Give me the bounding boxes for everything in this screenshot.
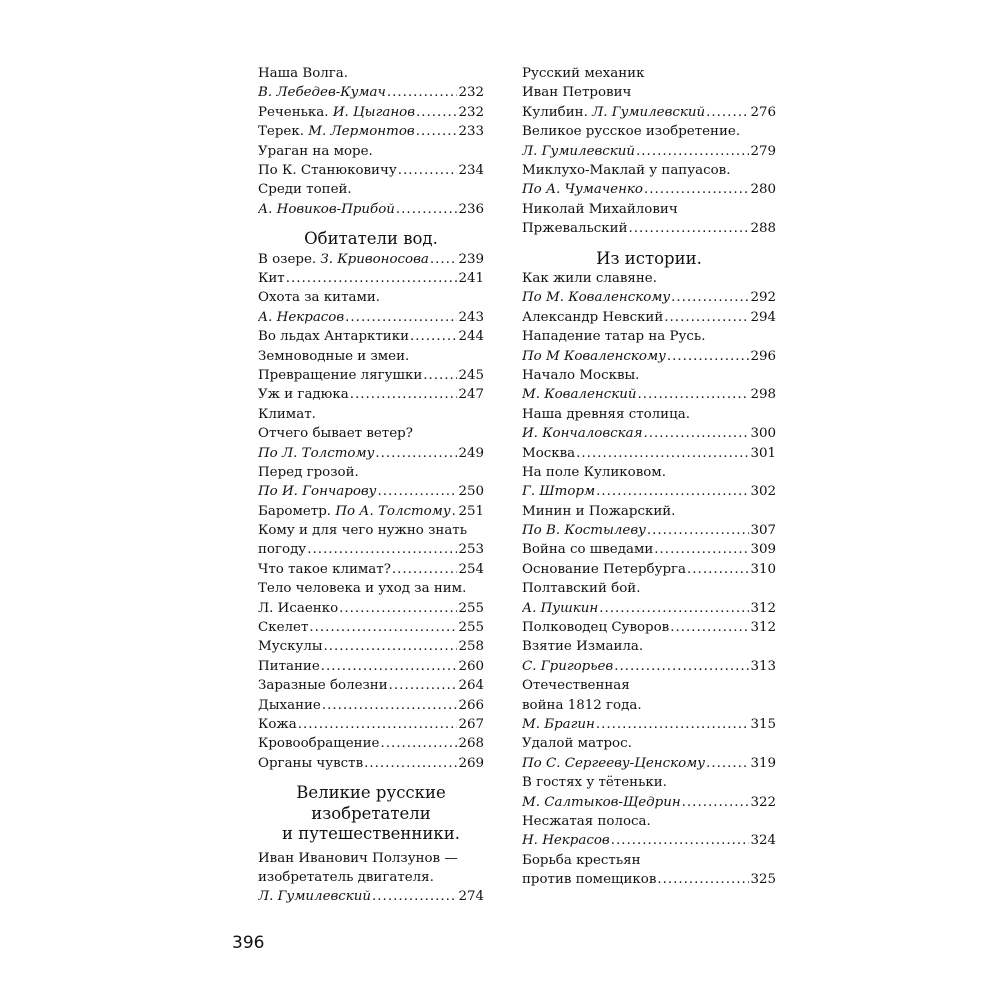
toc-dot-leader [389, 676, 458, 695]
toc-entry [522, 424, 776, 443]
toc-entry [522, 142, 776, 161]
toc-entry-title: В озере. [258, 251, 317, 267]
toc-line: Иван Петрович [522, 85, 632, 101]
toc-entry [258, 734, 484, 753]
toc-entry-title: М. Брагин [522, 717, 595, 732]
toc-entry [522, 560, 776, 579]
toc-dot-leader [644, 180, 749, 199]
toc-dot-leader [372, 887, 457, 906]
toc-entry [258, 502, 484, 521]
toc-entry-title: А. Пушкин [522, 600, 599, 616]
toc-page-number: 276 [750, 104, 776, 120]
section-heading: изобретатели [311, 803, 431, 823]
toc-entry-author: М. Лермонтов [308, 124, 415, 140]
toc-entry [258, 599, 484, 618]
toc-dot-leader [321, 657, 458, 676]
toc-page-number: 253 [458, 542, 484, 558]
toc-entry [258, 385, 484, 404]
toc-entry-title: Кулибин. [522, 104, 588, 120]
toc-entry [522, 444, 776, 463]
toc-line: Отечественная [522, 678, 630, 694]
toc-entry-title: Уж и гадюка [258, 387, 349, 403]
toc-dot-leader [392, 560, 458, 579]
toc-dot-leader [322, 696, 458, 715]
toc-line: Борьба крестьян [522, 852, 641, 868]
toc-line: Великое русское изобретение. [522, 124, 741, 140]
toc-dot-leader [636, 142, 749, 161]
toc-page-number: 247 [458, 387, 484, 403]
toc-entry [258, 637, 484, 656]
toc-entry-title: И. Кончаловская [522, 426, 643, 442]
toc-entry-title: Что такое климат? [258, 561, 391, 577]
toc-page-number: 319 [750, 755, 776, 771]
toc-line: В гостях у тётеньки. [522, 775, 667, 791]
toc-line: Тело человека и уход за ним. [258, 581, 467, 597]
toc-line: Иван Иванович Ползунов — [258, 850, 458, 866]
toc-line: Полтавский бой. [522, 581, 641, 597]
toc-line: На поле Куликовом. [522, 464, 666, 480]
toc-page-number: 236 [458, 201, 484, 217]
toc-entry-title: Кровообращение [258, 736, 380, 752]
toc-entry [258, 250, 484, 269]
toc-entry [522, 385, 776, 404]
toc-page-number: 294 [750, 309, 776, 325]
toc-entry-title: Л. Гумилевский [522, 143, 636, 159]
toc-entry [258, 366, 484, 385]
toc-page-number: 268 [458, 736, 484, 752]
toc-entry [258, 269, 484, 288]
toc-page-number: 312 [750, 600, 776, 616]
toc-line: Русский механик [522, 66, 645, 81]
toc-entry-title: По В. Костылеву [522, 523, 646, 539]
toc-dot-leader [647, 521, 750, 540]
toc-entry-title: М. Салтыков-Щедрин [522, 794, 681, 810]
toc-entry-title: Кит [258, 271, 285, 287]
toc-entry-title: А. Некрасов [258, 309, 345, 325]
toc-line: Ураган на море. [258, 143, 373, 159]
toc-dot-leader [576, 444, 749, 463]
toc-dot-leader [664, 308, 749, 327]
toc-line: Охота за китами. [258, 290, 381, 306]
toc-page-number: 233 [458, 124, 484, 140]
toc-line: Земноводные и змеи. [258, 348, 410, 364]
toc-dot-leader [387, 83, 458, 102]
toc-entry [258, 754, 484, 773]
toc-entry [522, 219, 776, 238]
toc-dot-leader [309, 618, 457, 637]
section-heading: и путешественники. [282, 824, 460, 844]
toc-page-number: 245 [458, 367, 484, 383]
toc-dot-leader [706, 754, 749, 773]
toc-page-number: 250 [458, 484, 484, 500]
section-gap [258, 773, 484, 783]
toc-dot-leader [286, 269, 458, 288]
toc-page-number: 310 [750, 561, 776, 577]
toc-entry-title: Скелет [258, 620, 309, 636]
toc-entry [258, 161, 484, 180]
toc-dot-leader [657, 870, 749, 889]
toc-page-number: 312 [750, 620, 776, 636]
section-heading: Великие русские [296, 783, 446, 803]
toc-entry-title: Москва [522, 445, 576, 461]
toc-dot-leader [682, 793, 750, 812]
toc-line: изобретатель двигателя. [258, 870, 434, 886]
toc-dot-leader [380, 734, 457, 753]
toc-entry [258, 657, 484, 676]
toc-line: Удалой матрос. [522, 736, 632, 752]
toc-entry-title: Питание [258, 658, 320, 674]
toc-entry-title: С. Григорьев [522, 658, 614, 674]
toc-entry [522, 831, 776, 850]
toc-entry-title: Кожа [258, 717, 297, 732]
toc-line: Взятие Измаила. [522, 639, 644, 655]
toc-entry [522, 657, 776, 676]
toc-page-number: 315 [750, 717, 776, 732]
toc-page-number: 267 [458, 717, 484, 732]
toc-dot-leader [375, 444, 457, 463]
toc-dot-leader [643, 424, 749, 443]
toc-dot-leader [345, 308, 457, 327]
toc-entry-title: Терек. [258, 124, 304, 140]
toc-page-number: 301 [750, 445, 776, 461]
toc-entry-title: Дыхание [258, 697, 321, 713]
toc-entry-title: Война со шведами [522, 542, 654, 558]
toc-page-number: 302 [750, 484, 776, 500]
toc-page-number: 300 [750, 426, 776, 442]
toc-entry-title: Полководец Суворов [522, 620, 670, 636]
toc-dot-leader [416, 122, 458, 141]
toc-entry [258, 103, 484, 122]
toc-entry [522, 103, 776, 122]
toc-dot-leader [423, 366, 457, 385]
toc-page-number: 309 [750, 542, 776, 558]
toc-entry-title: Л. Гумилевский [258, 889, 372, 905]
toc-dot-leader [614, 657, 749, 676]
toc-entry-title: По А. Чумаченко [522, 182, 643, 198]
toc-entry-title: Превращение лягушки [258, 367, 423, 383]
toc-dot-leader [654, 540, 749, 559]
toc-dot-leader [637, 385, 749, 404]
toc-entry-title: Н. Некрасов [522, 833, 610, 849]
toc-page-number: 279 [750, 143, 776, 159]
toc-entry [258, 715, 484, 734]
toc-entry-title: По Л. Толстому [258, 445, 375, 461]
toc-entry-author: Л. Гумилевский [592, 104, 706, 120]
toc-entry-title: По И. Гончарову [258, 484, 377, 500]
toc-dot-leader [364, 754, 457, 773]
toc-left-column [258, 64, 484, 907]
toc-line: Наша древняя столица. [522, 406, 690, 422]
toc-page-number: 325 [750, 872, 776, 888]
toc-dot-leader [671, 288, 749, 307]
toc-page-number: 322 [750, 794, 776, 810]
section-gap [258, 219, 484, 229]
toc-entry-title: По М Коваленскому [522, 348, 666, 364]
toc-page-number: 234 [458, 162, 484, 178]
toc-right-column [522, 64, 776, 890]
toc-entry [522, 482, 776, 501]
toc-line: война 1812 года. [522, 697, 642, 713]
toc-dot-leader [629, 219, 750, 238]
toc-dot-leader [670, 618, 749, 637]
toc-entry-author: И. Цыганов [332, 104, 416, 120]
toc-entry [258, 887, 484, 906]
toc-page-number: 251 [458, 503, 484, 519]
toc-line: Климат. [258, 406, 316, 422]
toc-page-number: 243 [458, 309, 484, 325]
toc-page-number: 274 [458, 889, 484, 905]
toc-entry-title: А. Новиков-Прибой [258, 201, 395, 217]
toc-entry [522, 180, 776, 199]
toc-entry-title: Реченька. [258, 104, 329, 120]
toc-page-number: 255 [458, 600, 484, 616]
toc-page-number: 241 [458, 271, 484, 287]
toc-dot-leader [706, 103, 749, 122]
section-heading: Обитатели вод. [304, 229, 438, 249]
toc-page-number: 307 [750, 523, 776, 539]
toc-dot-leader [324, 637, 458, 656]
toc-dot-leader [611, 831, 750, 850]
toc-dot-leader [667, 347, 750, 366]
toc-dot-leader [596, 482, 749, 501]
toc-entry-title: В. Лебедев-Кумач [258, 85, 386, 101]
toc-entry [258, 444, 484, 463]
toc-entry-author: По А. Толстому [335, 503, 451, 519]
toc-page-number: 280 [750, 182, 776, 198]
toc-entry-title: погоду [258, 542, 307, 558]
toc-page-number: 264 [458, 678, 484, 694]
toc-entry [522, 618, 776, 637]
toc-line: Как жили славяне. [522, 271, 657, 287]
toc-entry [258, 618, 484, 637]
toc-line: Несжатая полоса. [522, 813, 651, 829]
toc-entry [258, 122, 484, 141]
toc-entry-title: Пржевальский [522, 221, 628, 237]
toc-entry-title: По М. Коваленскому [522, 290, 671, 306]
toc-line: Среди топей. [258, 182, 352, 198]
toc-entry [258, 308, 484, 327]
toc-dot-leader [416, 103, 457, 122]
toc-entry [258, 540, 484, 559]
toc-entry [522, 599, 776, 618]
toc-page-number: 232 [458, 85, 484, 101]
toc-dot-leader [596, 715, 750, 734]
toc-entry [522, 288, 776, 307]
toc-page-number: 269 [458, 755, 484, 771]
toc-entry-title: По К. Станюковичу [258, 162, 397, 178]
section-heading: Из истории. [596, 248, 702, 268]
section-gap [522, 239, 776, 249]
toc-entry [258, 200, 484, 219]
toc-page-number: 258 [458, 639, 484, 655]
toc-dot-leader [350, 385, 458, 404]
toc-page-number: 292 [750, 290, 776, 306]
toc-entry-title: М. Коваленский [522, 387, 637, 403]
toc-page-number: 255 [458, 620, 484, 636]
toc-entry-title: Органы чувств [258, 755, 364, 771]
toc-dot-leader [599, 599, 749, 618]
toc-line: Миклухо-Маклай у папуасов. [522, 162, 731, 178]
toc-entry-title: Барометр. [258, 503, 332, 519]
toc-line: Перед грозой. [258, 464, 359, 480]
toc-line: Начало Москвы. [522, 367, 640, 383]
toc-page-number: 298 [750, 387, 776, 403]
toc-entry [258, 676, 484, 695]
toc-entry-title: Основание Петербурга [522, 561, 687, 577]
toc-dot-leader [410, 327, 457, 346]
toc-entry [522, 715, 776, 734]
toc-entry-author: З. Кривоносова [320, 251, 429, 267]
toc-entry-title: Александр Невский [522, 309, 664, 325]
toc-page-number: 324 [750, 833, 776, 849]
toc-dot-leader [298, 715, 458, 734]
toc-entry [258, 83, 484, 102]
toc-page-number: 254 [458, 561, 484, 577]
toc-dot-leader [398, 161, 458, 180]
toc-entry [522, 521, 776, 540]
toc-entry [522, 308, 776, 327]
toc-line: Наша Волга. [258, 66, 349, 81]
toc-entry [522, 540, 776, 559]
toc-line: Минин и Пожарский. [522, 503, 676, 519]
toc-page-number: 266 [458, 697, 484, 713]
toc-entry-title: Заразные болезни [258, 678, 388, 694]
toc-entry [258, 560, 484, 579]
toc-page-number: 244 [458, 329, 484, 345]
toc-line: Николай Михайлович [522, 201, 678, 217]
toc-entry [522, 754, 776, 773]
toc-entry [258, 327, 484, 346]
toc-entry-title: Мускулы [258, 639, 323, 655]
toc-dot-leader [687, 560, 749, 579]
toc-line: Кому и для чего нужно знать [258, 523, 467, 539]
toc-entry [522, 793, 776, 812]
toc-page-number: 296 [750, 348, 776, 364]
toc-page-number: 260 [458, 658, 484, 674]
page-number: 396 [232, 933, 265, 953]
toc-entry-title: Во льдах Антарктики [258, 329, 410, 345]
toc-entry [522, 870, 776, 889]
toc-line: Отчего бывает ветер? [258, 426, 413, 442]
toc-dot-leader [452, 502, 458, 521]
toc-page-number: 288 [750, 221, 776, 237]
toc-entry [258, 696, 484, 715]
toc-dot-leader [339, 599, 457, 618]
toc-dot-leader [307, 540, 457, 559]
toc-entry [522, 347, 776, 366]
toc-page-number: 232 [458, 104, 484, 120]
toc-dot-leader [377, 482, 457, 501]
toc-line: Нападение татар на Русь. [522, 329, 706, 345]
toc-entry-title: Л. Исаенко [258, 600, 339, 616]
toc-page-number: 239 [458, 251, 484, 267]
toc-dot-leader [430, 250, 458, 269]
toc-entry-title: По С. Сергееву-Ценскому [522, 755, 706, 771]
toc-page-number: 313 [750, 658, 776, 674]
toc-entry [258, 482, 484, 501]
toc-entry-title: Г. Шторм [522, 484, 596, 500]
toc-entry-title: против помещиков [522, 872, 657, 888]
toc-dot-leader [396, 200, 458, 219]
toc-page-number: 249 [458, 445, 484, 461]
